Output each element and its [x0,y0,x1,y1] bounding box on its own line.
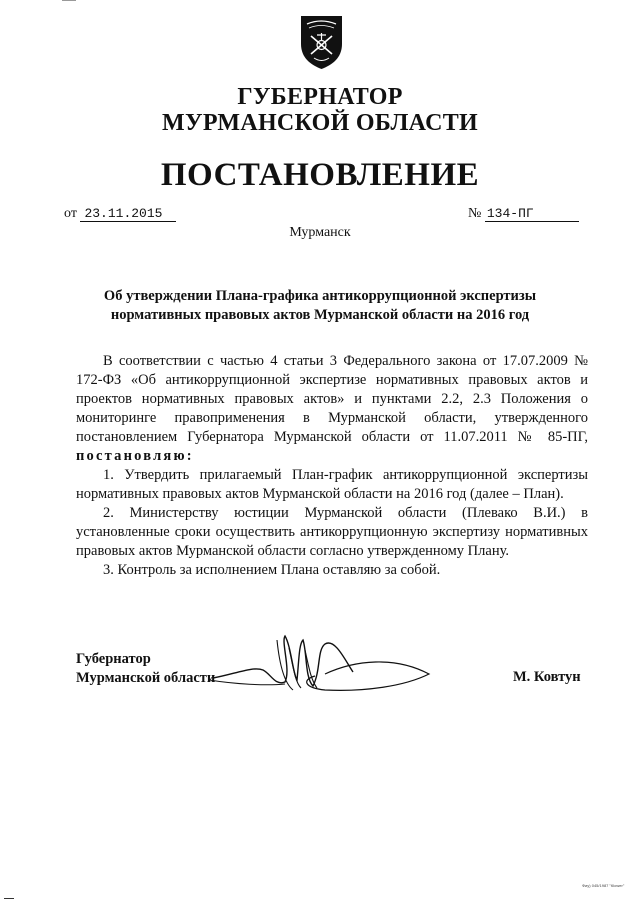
signatory-title-line-1: Губернатор [76,651,151,667]
document-number [468,206,579,222]
resolve-word: постановляю [76,448,187,464]
document-body [76,352,588,580]
document-date [64,206,176,222]
preamble-paragraph: В соответствии с частью 4 статьи 3 Федерального закона от 17.07.2009 № 172-ФЗ «Об антикоррупционной экспертизе нормативных правовых актов и проектов нормативных правовых актов» и пунктами 2.2, 2.3 Положения о мониторинге правоприменения в Мурманской области, утвержденного постановлением Губернатора Мурманской области от 11.07.2011 № 85-ПГ, постановляю: [76,353,588,464]
document-type-title: ПОСТАНОВЛЕНИЕ [160,157,480,193]
signatory-title-line-2: Мурманской области [76,670,216,686]
item-1-paragraph: 1. Утвердить прилагаемый План-график антикоррупционной экспертизы нормативных правовых актов Мурманской области на 2016 год (далее – План). [76,467,588,502]
scan-mark-bottom [4,898,14,899]
number-prefix: № [468,206,482,221]
coat-of-arms-emblem [299,14,344,70]
date-prefix: от [64,206,77,221]
signatory-title [76,650,215,688]
subject-line-1: Об утверждении Плана-графика антикоррупционной экспертизы [103,288,537,304]
number-value: 134-ПГ [485,207,579,222]
city: Мурманск [289,225,351,240]
subject-line-2: нормативных правовых актов Мурманской области на 2016 год [110,307,530,323]
date-value: 23.11.2015 [80,207,176,222]
scan-mark-top [62,0,76,1]
signatory-name: М. Ковтун [513,669,581,685]
item-2-paragraph: 2. Министерству юстиции Мурманской области (Плевако В.И.) в установленные сроки осуществить антикоррупционную экспертизу нормативных правовых актов Мурманской области согласно утвержденному Плану. [76,505,588,559]
handwritten-signature [205,630,440,698]
region-heading: МУРМАНСКОЙ ОБЛАСТИ [162,110,478,136]
footer-stamp: Фиу) 045/1987 "Кlower" [582,883,625,888]
document-subject [0,287,640,325]
governor-heading: ГУБЕРНАТОР [237,84,403,110]
item-3-paragraph: 3. Контроль за исполнением Плана оставляю за собой. [103,562,441,578]
